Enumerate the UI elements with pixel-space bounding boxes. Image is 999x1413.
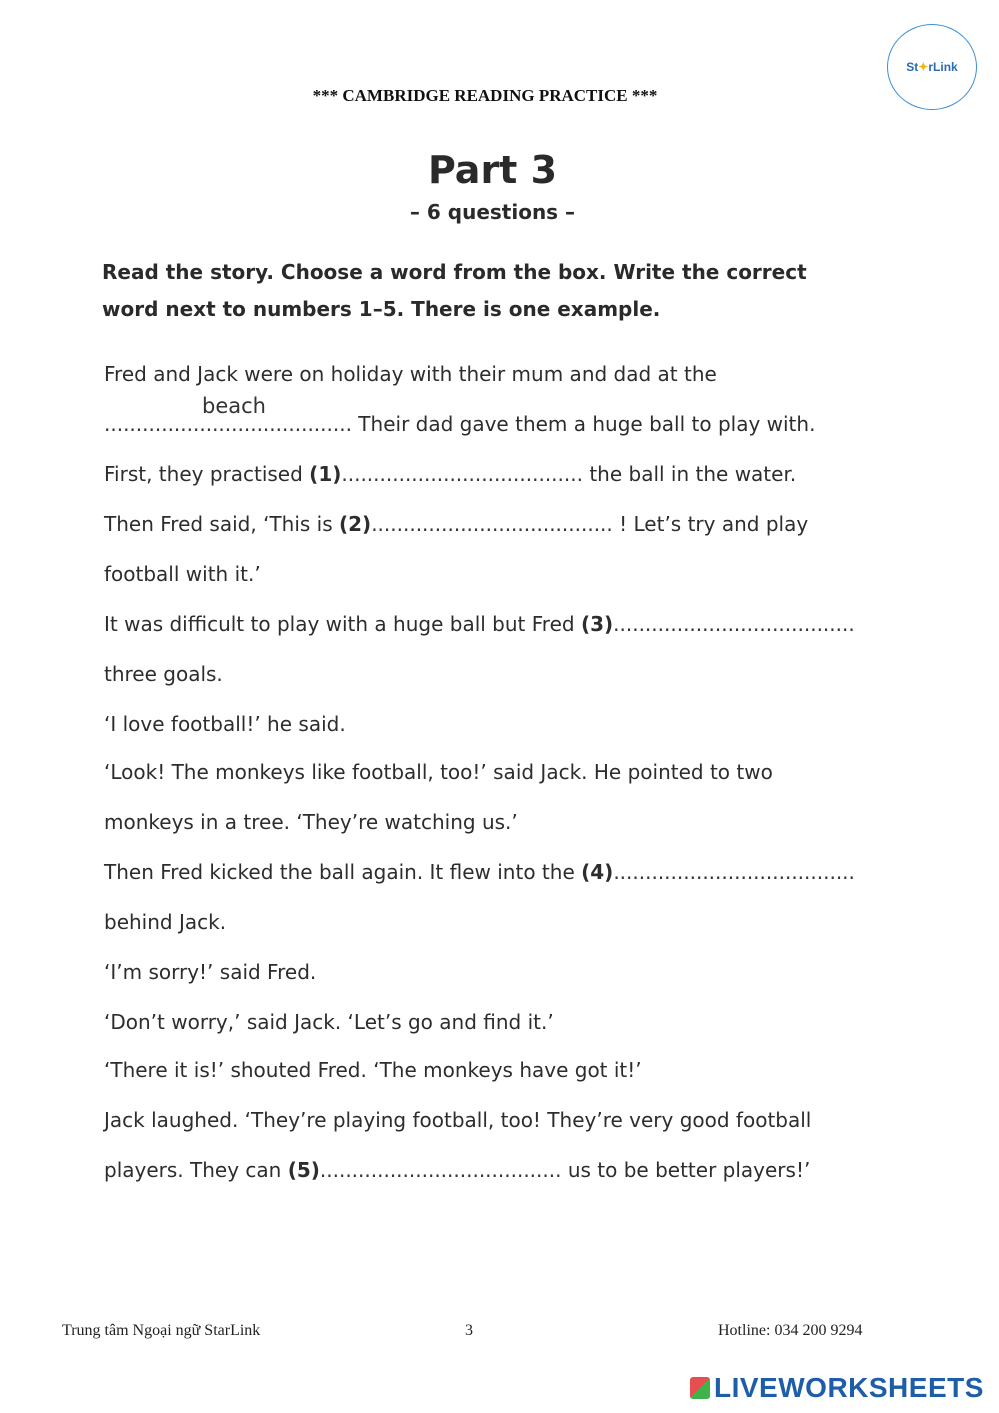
question-1-number: (1) <box>309 462 342 486</box>
story-line-11: Then Fred kicked the ball again. It flew into the (4)...................................... <box>104 860 855 884</box>
story-line-17: players. They can (5)...................................... us to be better players!’ <box>104 1158 811 1182</box>
liveworksheets-logo-icon <box>690 1377 710 1399</box>
question-2-number: (2) <box>338 512 372 536</box>
story-line-15: ‘There it is!’ shouted Fred. ‘The monkeys have got it!’ <box>104 1058 642 1082</box>
instructions-line-2: word next to numbers 1–5. There is one example. <box>102 297 661 321</box>
story-line-9: ‘Look! The monkeys like football, too!’ said Jack. He pointed to two <box>104 760 773 784</box>
story-line-4: Then Fred said, ‘This is (2)...................................... ! Let’s try and play <box>104 512 809 536</box>
question-4-number: (4) <box>581 860 614 884</box>
story-line-3: First, they practised (1)...................................... the ball in the water. <box>104 462 797 486</box>
example-dots: ...................................... <box>104 412 346 436</box>
page-header: *** CAMBRIDGE READING PRACTICE *** <box>312 86 658 105</box>
story-line-6: It was difficult to play with a huge ball but Fred (3)...................................... <box>104 612 855 636</box>
story-line-8: ‘I love football!’ he said. <box>104 712 346 736</box>
starlink-logo: St ✦ rLink <box>887 24 977 110</box>
question-5-number: (5) <box>287 1158 320 1182</box>
instructions-line-1: Read the story. Choose a word from the box. Write the correct <box>102 260 807 284</box>
footer-hotline: Hotline: 034 200 9294 <box>718 1322 863 1339</box>
story-line-5: football with it.’ <box>104 562 261 586</box>
answer-blank-2[interactable]: ...................................... <box>371 512 613 536</box>
footer-page-number: 3 <box>465 1322 473 1339</box>
answer-blank-1[interactable]: ...................................... <box>341 462 583 486</box>
story-line-10: monkeys in a tree. ‘They’re watching us.’ <box>104 810 518 834</box>
answer-blank-3[interactable]: ...................................... <box>613 612 855 636</box>
question-3-number: (3) <box>580 612 614 636</box>
answer-blank-4[interactable]: ...................................... <box>613 860 855 884</box>
example-word: beach <box>202 394 266 418</box>
liveworksheets-watermark: LIVEWORKSHEETS <box>690 1372 984 1404</box>
story-line-14: ‘Don’t worry,’ said Jack. ‘Let’s go and find it.’ <box>104 1010 554 1034</box>
part-title: Part 3 <box>427 148 558 192</box>
example-answer <box>104 394 346 436</box>
story-line-2: beach ....................................... Their dad gave them a huge ball to play with. <box>104 394 816 436</box>
footer-center-name: Trung tâm Ngoại ngữ StarLink <box>62 1322 261 1339</box>
part-subtitle: – 6 questions – <box>409 200 576 224</box>
story-line-16: Jack laughed. ‘They’re playing football, too! They’re very good football <box>104 1108 812 1132</box>
answer-blank-5[interactable]: ...................................... <box>319 1158 562 1182</box>
story-line-12: behind Jack. <box>104 910 227 934</box>
story-line-13: ‘I’m sorry!’ said Fred. <box>104 960 317 984</box>
story-line-7: three goals. <box>104 662 223 686</box>
story-line-1: Fred and Jack were on holiday with their mum and dad at the <box>104 362 717 386</box>
